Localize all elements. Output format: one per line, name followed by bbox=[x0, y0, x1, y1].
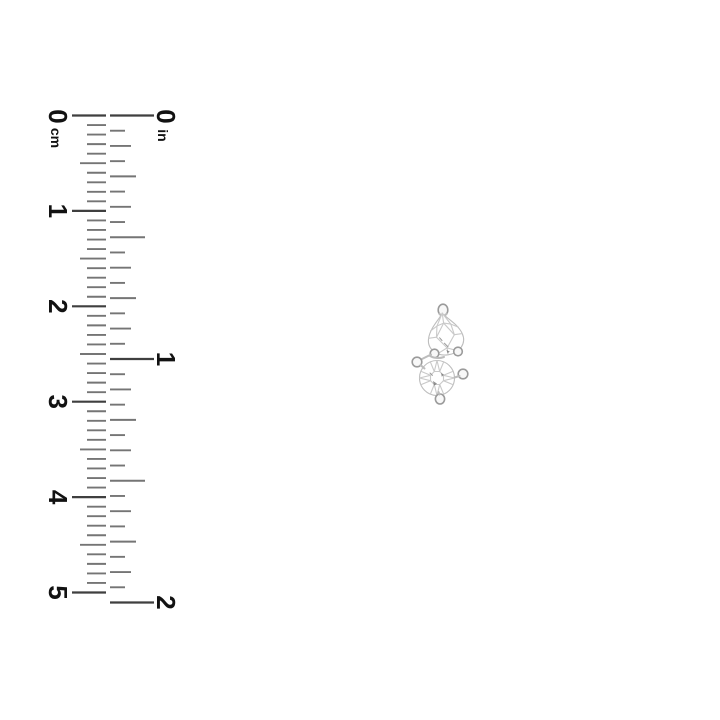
cm-label-2: 2 bbox=[43, 299, 73, 314]
inch-unit-label: in bbox=[155, 129, 171, 142]
prong-icon bbox=[455, 369, 468, 379]
cm-unit-label: cm bbox=[48, 127, 64, 149]
round-stone bbox=[420, 361, 455, 396]
cm-label-4: 4 bbox=[43, 489, 73, 505]
ruler-cm-scale bbox=[43, 109, 106, 599]
cm-label-5: 5 bbox=[43, 585, 73, 600]
cm-label-3: 3 bbox=[43, 394, 73, 409]
cm-label-1: 1 bbox=[43, 203, 73, 219]
earring-image bbox=[403, 293, 483, 413]
inch-label-2: 2 bbox=[151, 595, 181, 610]
cm-zero-label: 0 bbox=[43, 109, 73, 124]
prong-icon bbox=[454, 347, 463, 356]
inch-label-1: 1 bbox=[151, 351, 181, 367]
inch-zero-label: 0 bbox=[151, 109, 181, 124]
ruler-inch-scale bbox=[110, 109, 181, 609]
